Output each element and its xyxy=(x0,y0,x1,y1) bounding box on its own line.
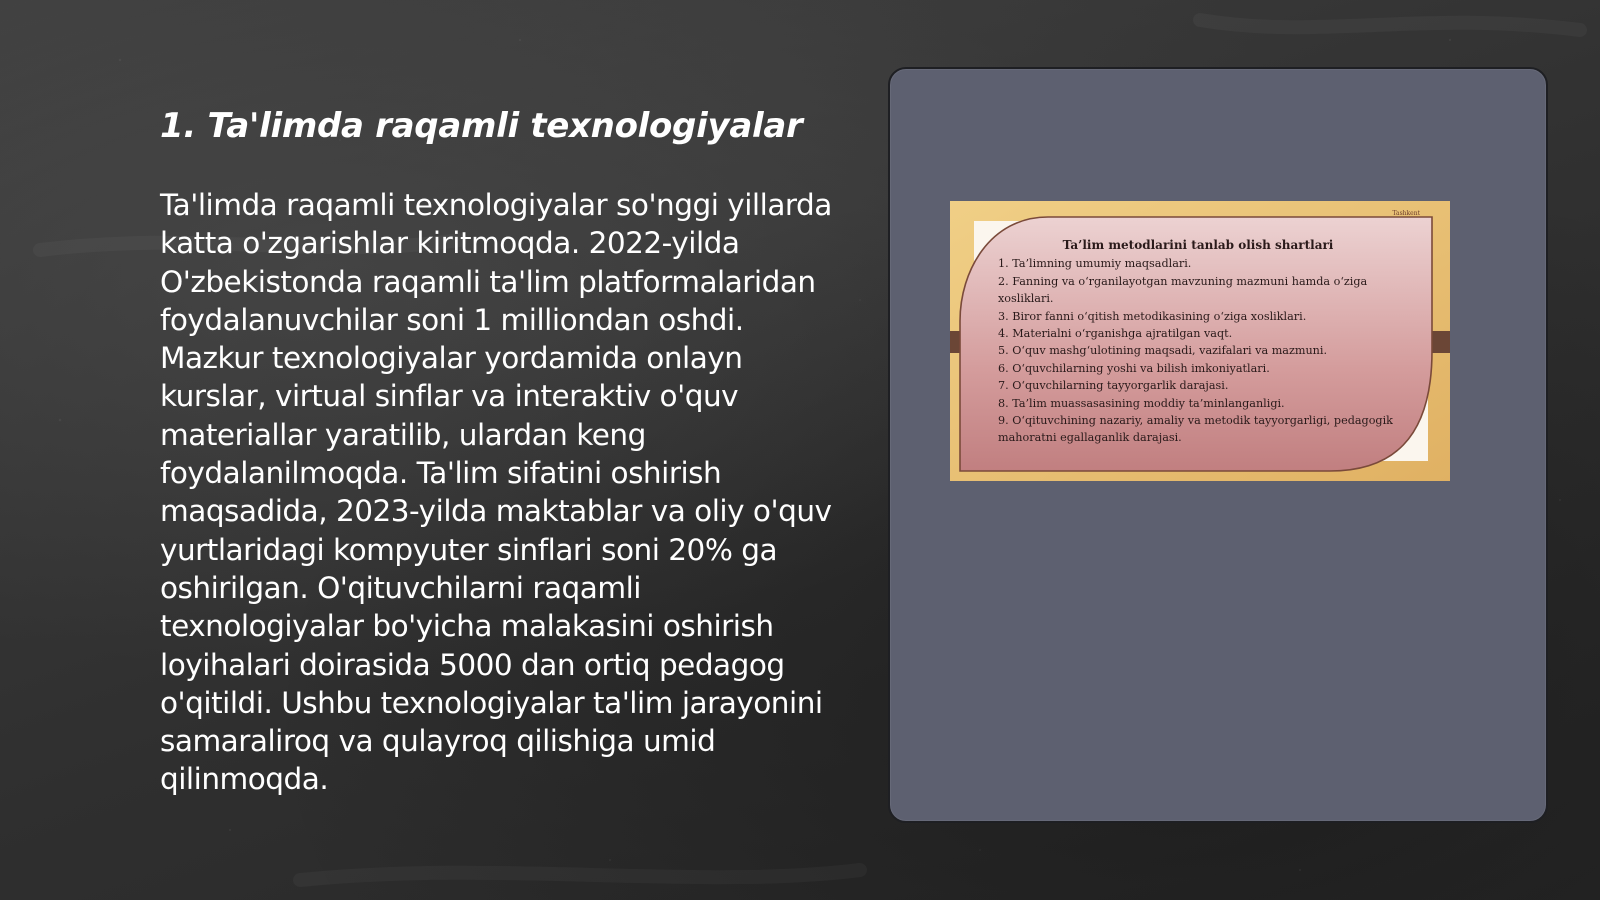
card-heading: Ta’lim metodlarini tanlab olish shartlari xyxy=(1062,238,1334,252)
card-list xyxy=(998,255,1398,446)
card-list-item: 6. O‘quvchilarning yoshi va bilish imkoniyatlari. xyxy=(998,361,1270,375)
card-list-item: 1. Ta’limning umumiy maqsadlari. xyxy=(998,257,1192,271)
slide-body-text: Ta'limda raqamli texnologiyalar so'nggi yillarda katta o'zgarishlar kiritmoqda. 2022-yilda O'zbekistonda raqamli ta'lim platformalaridan foydalanuvchilar soni 1 milliondan oshdi. Mazkur texnologiyalar yordamida onlayn kurslar, virtual sinflar va interaktiv o'quv materiallar yaratilib, ulardan keng foydalanilmoqda. Ta'lim sifatini oshirish maqsadida, 2023-yilda maktablar va oliy o'quv yurtlaridagi kompyuter sinflari soni 20% ga oshirilgan. O'qituvchilarni raqamli texnologiyalar bo'yicha malakasini oshirish loyihalari doirasida 5000 dan ortiq pedagog o'qitildi. Ushbu texnologiyalar ta'lim jarayonini samaraliroq va qulayroq qilishiga umid qilinmoqda. xyxy=(160,188,832,797)
card-list-item: 4. Materialni o‘rganishga ajratilgan vaqt. xyxy=(998,327,1233,341)
card-list-item: 7. O‘quvchilarning tayyorgarlik darajasi. xyxy=(998,379,1229,393)
card-list-item: 2. Fanning va o‘rganilayotgan mavzuning mazmuni hamda o‘ziga xosliklari. xyxy=(998,274,1368,306)
card-list-item: 5. O‘quv mashg‘ulotining maqsadi, vazifalari va mazmuni. xyxy=(998,344,1328,358)
card-list-item: 8. Ta’lim muassasasining moddiy ta’minlanganligi. xyxy=(998,396,1285,410)
card-content xyxy=(998,237,1398,447)
slide-title: 1. Ta'limda raqamli texnologiyalar xyxy=(160,106,803,146)
image-panel xyxy=(888,67,1548,823)
card-list-item: 3. Biror fanni o‘qitish metodikasining o‘ziga xosliklari. xyxy=(998,309,1307,323)
card-list-item: 9. O‘qituvchining nazariy, amaliy va metodik tayyorgarligi, pedagogik mahoratni egallaganlik darajasi. xyxy=(998,414,1393,445)
card-corner-mark: Tashkent xyxy=(1392,210,1420,217)
embedded-slide-image xyxy=(950,201,1450,481)
